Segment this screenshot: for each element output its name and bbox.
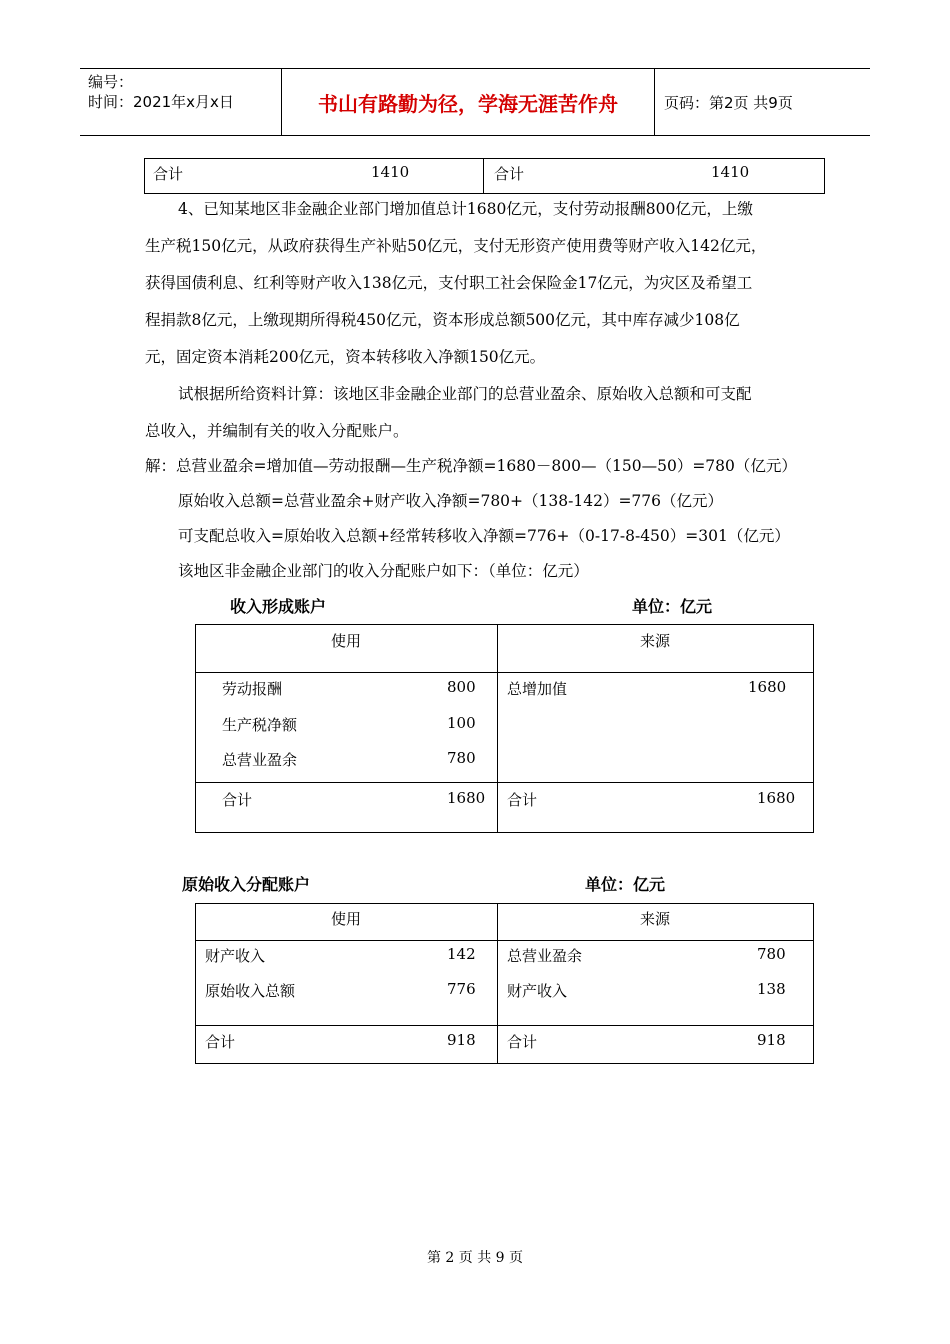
income-formation-use-total-value: 1680 [447,789,486,807]
income-formation-use-value-2: 100 [447,714,476,732]
question-line-4: 程捐款8亿元，上缴现期所得税450亿元，资本形成总额500亿元，其中库存减少108亿 [145,311,740,329]
primary-income-source-value-1: 780 [757,945,786,963]
primary-income-header-rule [195,940,814,941]
income-formation-divider [497,624,498,833]
primary-income-source-label-2: 财产收入 [507,982,568,1000]
primary-income-source-total-label: 合计 [507,1033,538,1051]
primary-income-source-header: 来源 [640,910,671,928]
income-formation-use-label-1: 劳动报酬 [222,680,283,698]
primary-income-use-label-2: 原始收入总额 [205,982,296,1000]
question-line-1: 4、已知某地区非金融企业部门增加值总计1680亿元，支付劳动报酬800亿元，上缴 [178,200,753,218]
primary-income-use-total-value: 918 [447,1031,476,1049]
primary-income-use-label-1: 财产收入 [205,947,266,965]
top-total-divider [483,158,484,194]
income-formation-use-label-3: 总营业盈余 [222,751,298,769]
top-total-left-label: 合计 [153,165,184,183]
question-line-5: 元，固定资本消耗200亿元，资本转移收入净额150亿元。 [145,348,546,366]
footer-page-number: 第 2 页 共 9 页 [426,1250,524,1266]
question-line-3: 获得国债利息、红利等财产收入138亿元，支付职工社会保险金17亿元，为灾区及希望工 [145,274,753,292]
solution-line-3: 可支配总收入=原始收入总额+经常转移收入净额=776+（0-17-8-450）=301（亿元） [178,527,790,545]
task-line-1: 试根据所给资料计算：该地区非金融企业部门的总营业盈余、原始收入总额和可支配 [178,385,752,403]
primary-income-use-total-label: 合计 [205,1033,236,1051]
primary-income-source-total-value: 918 [757,1031,786,1049]
income-formation-use-value-1: 800 [447,678,476,696]
top-total-right-label: 合计 [494,165,525,183]
header-page-number: 页码：第2页 共9页 [664,94,793,112]
solution-line-2: 原始收入总额=总营业盈余+财产收入净额=780+（138-142）=776（亿元） [178,492,724,510]
income-formation-total-rule [195,782,814,783]
solution-line-4: 该地区非金融企业部门的收入分配账户如下：（单位：亿元） [178,562,589,580]
primary-income-title: 原始收入分配账户 [182,875,311,894]
top-total-right-value: 1410 [711,163,750,181]
header-time: 时间：2021年x月x日 [88,93,234,111]
task-line-2: 总收入，并编制有关的收入分配账户。 [145,422,409,440]
header-motto: 书山有路勤为径，学海无涯苦作舟 [318,91,618,116]
primary-income-total-rule [195,1025,814,1026]
solution-line-1: 解：总营业盈余=增加值—劳动报酬—生产税净额=1680－800—（150—50）=780（亿元） [145,457,797,475]
income-formation-source-value-1: 1680 [748,678,787,696]
income-formation-source-total-label: 合计 [507,791,538,809]
income-formation-use-label-2: 生产税净额 [222,716,298,734]
income-formation-unit: 单位：亿元 [632,597,713,616]
income-formation-use-total-label: 合计 [222,791,253,809]
primary-income-unit: 单位：亿元 [585,875,666,894]
primary-income-use-value-2: 776 [447,980,476,998]
header-divider-left [281,68,282,136]
income-formation-use-value-3: 780 [447,749,476,767]
primary-income-use-value-1: 142 [447,945,476,963]
income-formation-title: 收入形成账户 [230,597,327,616]
primary-income-source-value-2: 138 [757,980,786,998]
question-line-2: 生产税150亿元，从政府获得生产补贴50亿元，支付无形资产使用费等财产收入142亿元， [145,237,767,255]
header-code: 编号： [88,73,134,91]
income-formation-source-label-1: 总增加值 [507,680,568,698]
income-formation-source-total-value: 1680 [757,789,796,807]
income-formation-header-rule [195,672,814,673]
primary-income-use-header: 使用 [331,910,362,928]
primary-income-source-label-1: 总营业盈余 [507,947,583,965]
top-total-left-value: 1410 [371,163,410,181]
income-formation-use-header: 使用 [331,632,362,650]
header-divider-right [654,68,655,136]
primary-income-divider [497,903,498,1064]
header-info [88,72,234,112]
income-formation-source-header: 来源 [640,632,671,650]
